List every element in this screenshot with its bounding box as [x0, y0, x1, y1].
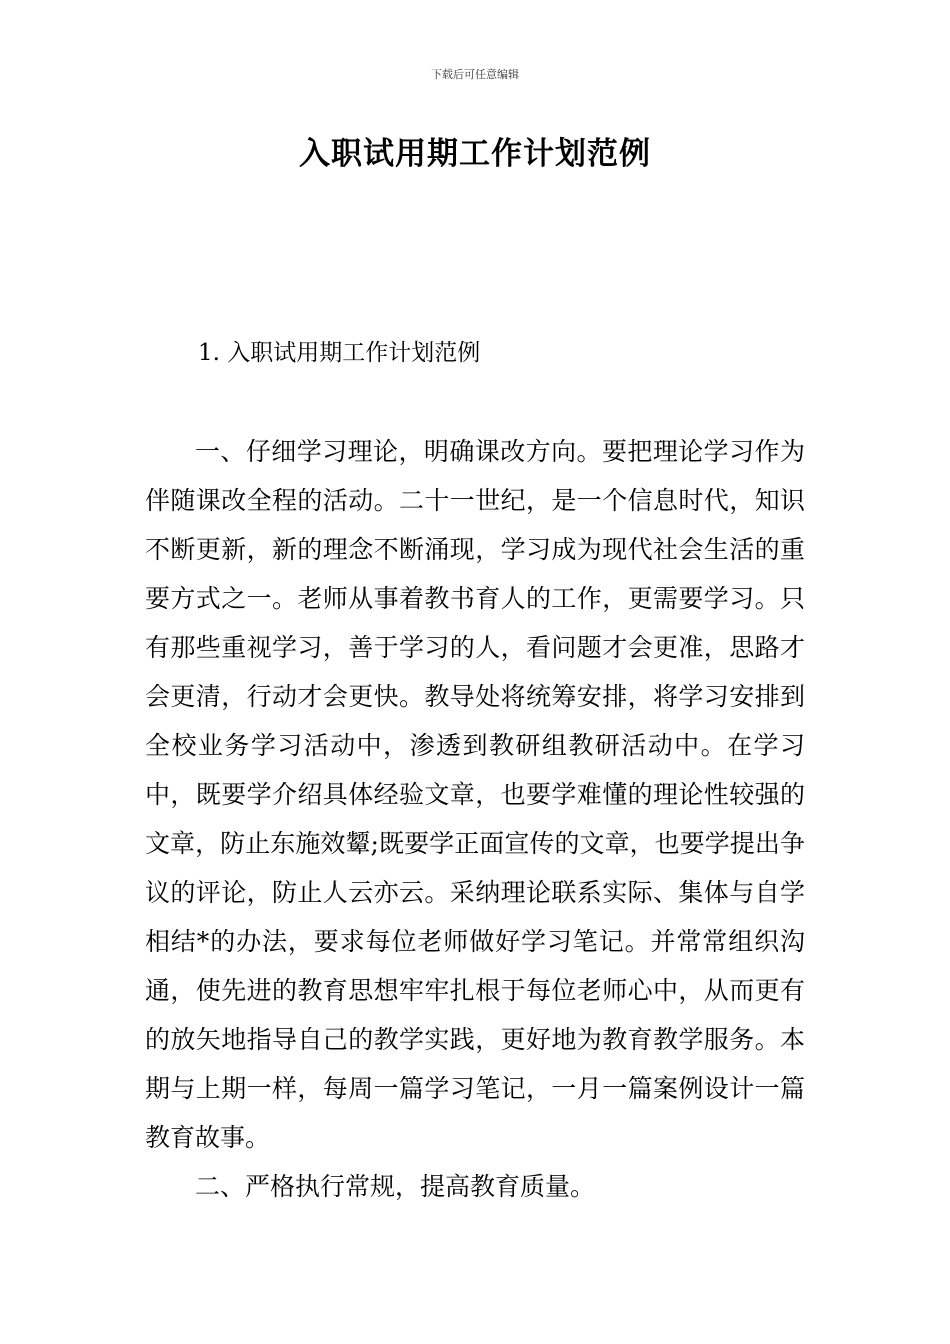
- header-note: 下载后可任意编辑: [431, 68, 519, 81]
- section-heading: 1. 入职试用期工作计划范例: [198, 340, 481, 366]
- document-title: 入职试用期工作计划范例: [299, 136, 651, 172]
- document-body: [145, 427, 805, 1211]
- paragraph: 一、仔细学习理论，明确课改方向。要把理论学习作为伴随课改全程的活动。二十一世纪，是一个信息时代，知识不断更新，新的理念不断涌现，学习成为现代社会生活的重要方式之一。老师从事着教书育人的工作，更需要学习。只有那些重视学习，善于学习的人，看问题才会更准，思路才会更清，行动才会更快。教导处将统筹安排，将学习安排到全校业务学习活动中，渗透到教研组教研活动中。在学习中，既要学介绍具体经验文章，也要学难懂的理论性较强的文章，防止东施效颦;既要学正面宣传的文章，也要学提出争议的评论，防止人云亦云。采纳理论联系实际、集体与自学相结*的办法，要求每位老师做好学习笔记。并常常组织沟通，使先进的教育思想牢牢扎根于每位老师心中，从而更有的放矢地指导自己的教学实践，更好地为教育教学服务。本期与上期一样，每周一篇学习笔记，一月一篇案例设计一篇教育故事。: [145, 437, 805, 1152]
- paragraph: 二、严格执行常规，提高教育质量。: [195, 1172, 596, 1201]
